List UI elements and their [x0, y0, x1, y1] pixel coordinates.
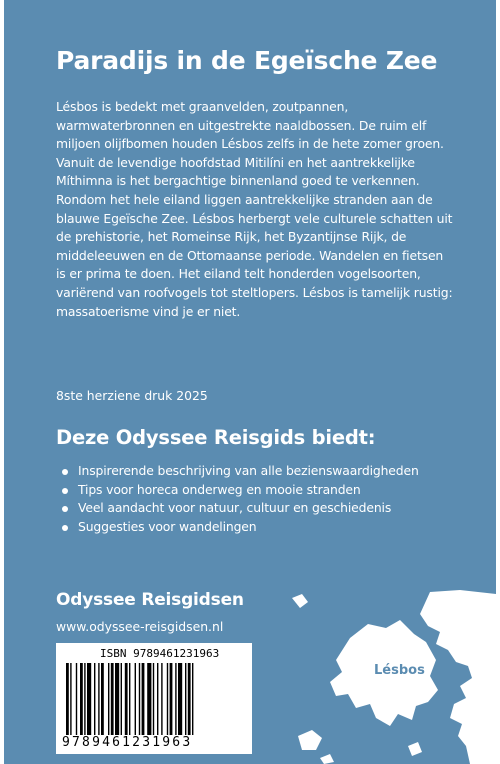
barcode-bar	[108, 663, 109, 735]
back-cover	[4, 0, 496, 764]
isbn-barcode	[56, 643, 252, 754]
barcode-bar	[111, 663, 114, 735]
barcode-bar	[87, 663, 91, 735]
map-islet	[298, 730, 322, 750]
barcode-bar	[101, 663, 104, 735]
barcode-digits: 9789461231963	[62, 735, 193, 750]
barcode-bar	[157, 663, 158, 735]
barcode-bar	[98, 663, 99, 735]
map-mainland	[420, 590, 496, 764]
barcode-bar	[121, 663, 122, 735]
feature-item: Suggesties voor wandelingen	[62, 518, 482, 537]
description-text: Lésbos is bedekt met graanvelden, zoutpannen, warmwaterbronnen en uitgestrekte naaldbossen. De ruim elf miljoen olijfbomen houden Lésbos zelfs in de hete zomer groen. Vanuit de levendige hoofdstad Mitilíni en het aantrekkelijke Míthimna is het bergachtige binnenland goed te verkennen. Rondom het hele eiland liggen aantrekkelijke stranden aan de blauwe Egeïsche Zee. Lésbos herbergt vele culturele schatten uit de prehistorie, het Romeinse Rijk, het Byzantijnse Rijk, de middeleeuwen en de Ottomaanse periode. Wandelen en fietsen is er prima te doen. Het eiland telt honderden vogelsoorten, variërend van roofvogels tot steltlopers. Lésbos is tamelijk rustig: massatoerisme vind je er niet.	[56, 99, 453, 319]
features-list	[62, 462, 482, 536]
barcode-bar	[188, 663, 191, 735]
barcode-bar	[175, 663, 176, 735]
map-label: Lésbos	[374, 663, 425, 678]
barcode-bar	[66, 663, 69, 735]
barcode-bar	[170, 663, 173, 735]
barcode-bar	[153, 663, 154, 735]
feature-item: Tips voor horeca onderweg en mooie stranden	[62, 481, 482, 500]
barcode-bar	[115, 663, 119, 735]
barcode-bar	[135, 663, 136, 735]
barcode-bar	[70, 663, 71, 735]
barcode-bar	[139, 663, 140, 735]
features-heading: Deze Odyssee Reisgids biedt:	[56, 426, 376, 449]
cover-title: Paradijs in de Egeïsche Zee	[56, 46, 438, 75]
barcode-bar	[161, 663, 162, 735]
map-islet	[320, 754, 334, 764]
barcode-bar	[94, 663, 95, 735]
isbn-label: ISBN 9789461231963	[100, 647, 220, 660]
barcode-bar	[142, 663, 145, 735]
map-islet	[292, 594, 308, 608]
lesbos-map	[290, 586, 496, 764]
map-islet	[408, 742, 422, 756]
feature-item: Veel aandacht voor natuur, cultuur en geschiedenis	[62, 499, 482, 518]
barcode-bar	[185, 663, 186, 735]
barcode-bar	[167, 663, 168, 735]
barcode-bar	[147, 663, 151, 735]
barcode-bar	[84, 663, 85, 735]
edition-note: 8ste herziene druk 2025	[56, 388, 208, 403]
barcode-bar	[192, 663, 193, 735]
barcode-bar	[76, 663, 77, 735]
publisher-brand: Odyssee Reisgidsen	[56, 590, 244, 610]
barcode-bar	[125, 663, 128, 735]
feature-item: Inspirerende beschrijving van alle bezienswaardigheden	[62, 462, 482, 481]
barcode-bar	[178, 663, 182, 735]
publisher-website: www.odyssee-reisgidsen.nl	[56, 619, 224, 634]
barcode-bars	[60, 663, 248, 735]
barcode-bar	[80, 663, 83, 735]
barcode-bar	[129, 663, 130, 735]
